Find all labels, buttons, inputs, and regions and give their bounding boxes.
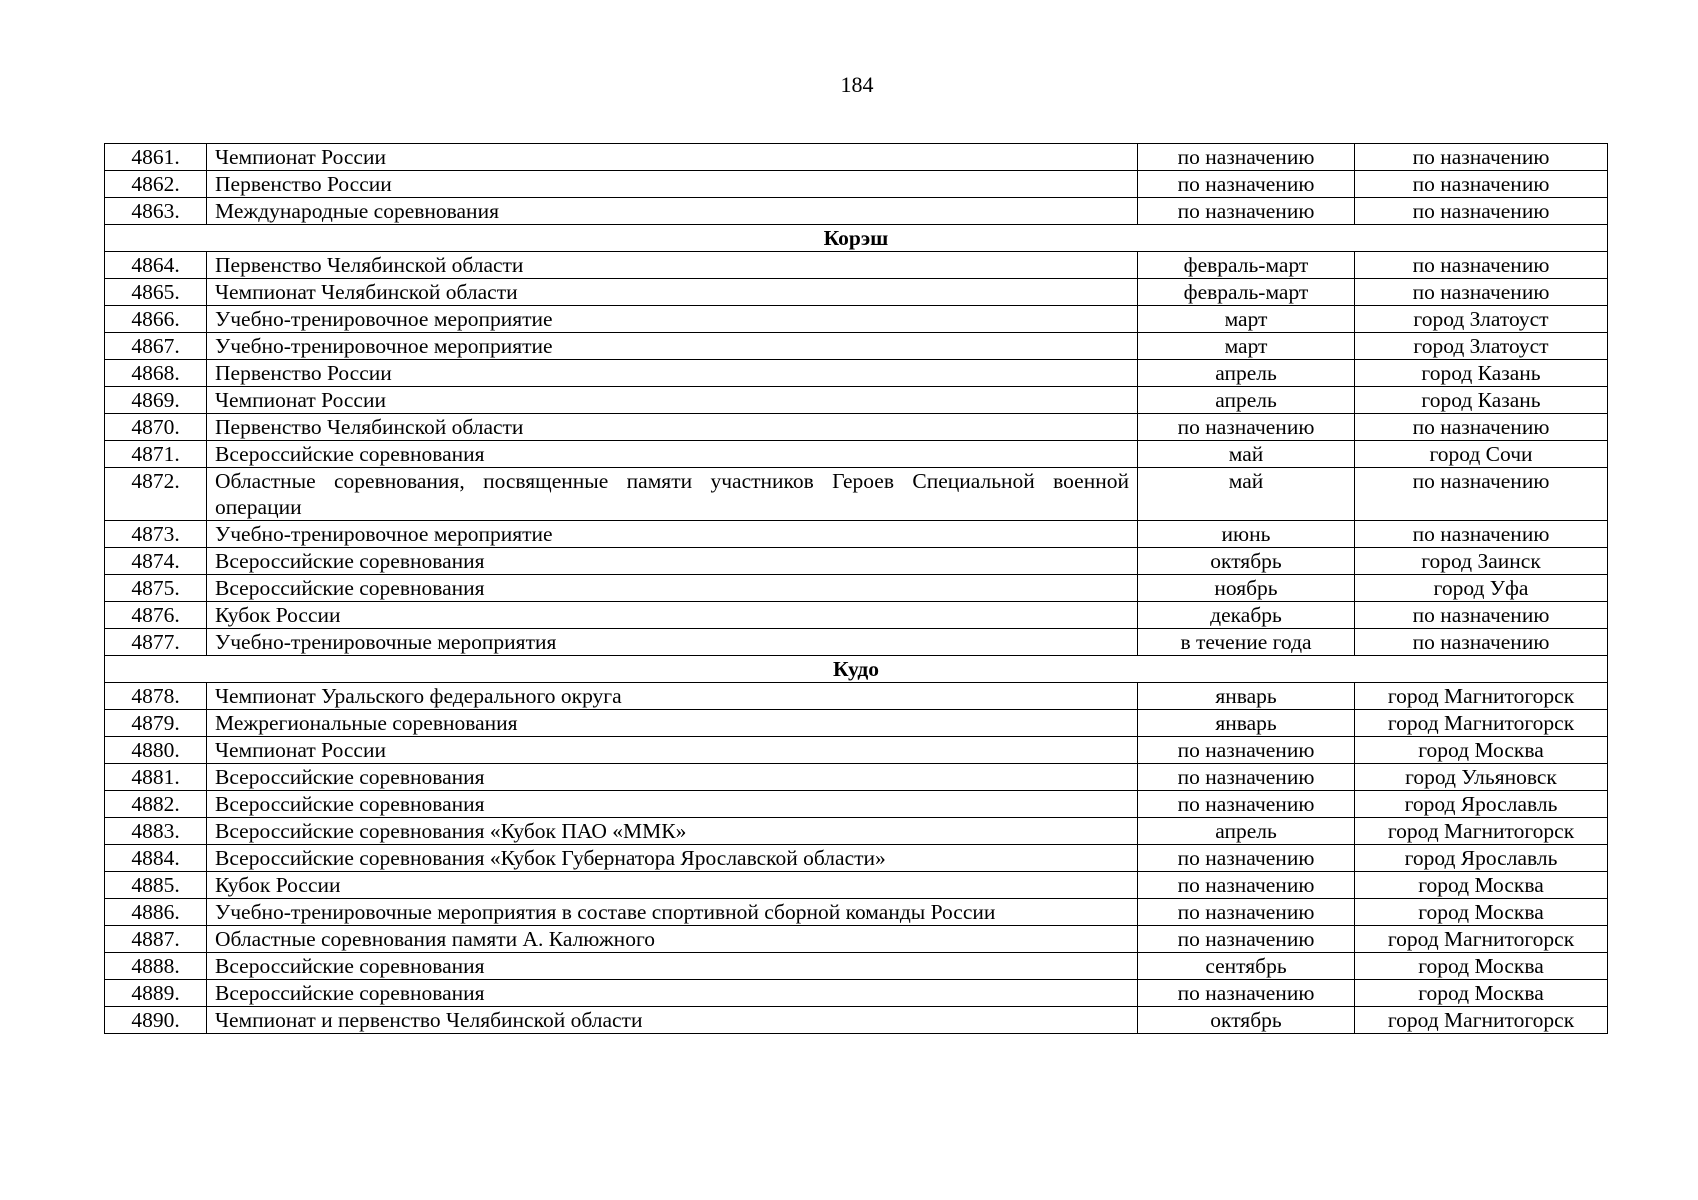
table-row (105, 333, 1608, 360)
event-name: Учебно-тренировочное мероприятие (207, 521, 1138, 548)
event-name: Всероссийские соревнования (207, 764, 1138, 791)
section-title: Кудо (105, 656, 1608, 683)
event-name: Чемпионат России (207, 387, 1138, 414)
event-place: по назначению (1355, 602, 1608, 629)
event-place: по назначению (1355, 414, 1608, 441)
row-number: 4886. (105, 899, 207, 926)
event-date: по назначению (1138, 198, 1355, 225)
event-date: по назначению (1138, 144, 1355, 171)
row-number: 4872. (105, 468, 207, 521)
table-row (105, 710, 1608, 737)
event-date: январь (1138, 683, 1355, 710)
table-row (105, 360, 1608, 387)
event-name: Межрегиональные соревнования (207, 710, 1138, 737)
event-place: город Златоуст (1355, 333, 1608, 360)
row-number: 4870. (105, 414, 207, 441)
row-number: 4869. (105, 387, 207, 414)
row-number: 4882. (105, 791, 207, 818)
event-place: по назначению (1355, 629, 1608, 656)
event-name: Чемпионат и первенство Челябинской области (207, 1007, 1138, 1034)
event-date: по назначению (1138, 980, 1355, 1007)
row-number: 4876. (105, 602, 207, 629)
table-row (105, 926, 1608, 953)
event-date: по назначению (1138, 737, 1355, 764)
row-number: 4884. (105, 845, 207, 872)
event-date: апрель (1138, 387, 1355, 414)
event-name: Всероссийские соревнования (207, 980, 1138, 1007)
event-place: по назначению (1355, 279, 1608, 306)
row-number: 4874. (105, 548, 207, 575)
event-date: по назначению (1138, 171, 1355, 198)
row-number: 4868. (105, 360, 207, 387)
event-name: Учебно-тренировочное мероприятие (207, 333, 1138, 360)
event-name: Учебно-тренировочное мероприятие (207, 306, 1138, 333)
event-date: по назначению (1138, 791, 1355, 818)
section-header-row (105, 225, 1608, 252)
event-date: декабрь (1138, 602, 1355, 629)
table-row (105, 953, 1608, 980)
row-number: 4862. (105, 171, 207, 198)
event-place: город Магнитогорск (1355, 926, 1608, 953)
table-row (105, 845, 1608, 872)
table-row (105, 737, 1608, 764)
table-row (105, 468, 1608, 521)
row-number: 4871. (105, 441, 207, 468)
event-name: Чемпионат России (207, 737, 1138, 764)
row-number: 4888. (105, 953, 207, 980)
event-name: Чемпионат Челябинской области (207, 279, 1138, 306)
table-row (105, 306, 1608, 333)
event-place: город Магнитогорск (1355, 1007, 1608, 1034)
event-place: город Казань (1355, 360, 1608, 387)
event-place: город Москва (1355, 872, 1608, 899)
page-number: 184 (840, 72, 874, 97)
row-number: 4861. (105, 144, 207, 171)
event-date: по назначению (1138, 926, 1355, 953)
row-number: 4881. (105, 764, 207, 791)
event-date: март (1138, 306, 1355, 333)
row-number: 4879. (105, 710, 207, 737)
event-place: город Уфа (1355, 575, 1608, 602)
event-date: по назначению (1138, 845, 1355, 872)
section-header-row (105, 656, 1608, 683)
event-date: апрель (1138, 360, 1355, 387)
event-name: Всероссийские соревнования «Кубок ПАО «ММК» (207, 818, 1138, 845)
table-row (105, 818, 1608, 845)
table-row (105, 252, 1608, 279)
event-place: город Казань (1355, 387, 1608, 414)
event-date: по назначению (1138, 899, 1355, 926)
table-row (105, 575, 1608, 602)
event-date: март (1138, 333, 1355, 360)
event-place: город Москва (1355, 899, 1608, 926)
table-row (105, 441, 1608, 468)
event-place: город Златоуст (1355, 306, 1608, 333)
event-name: Всероссийские соревнования (207, 953, 1138, 980)
table-row (105, 414, 1608, 441)
section-title: Корэш (105, 225, 1608, 252)
event-place: по назначению (1355, 252, 1608, 279)
event-name: Всероссийские соревнования «Кубок Губернатора Ярославской области» (207, 845, 1138, 872)
event-date: октябрь (1138, 548, 1355, 575)
event-name: Кубок России (207, 872, 1138, 899)
event-name: Чемпионат России (207, 144, 1138, 171)
event-date: январь (1138, 710, 1355, 737)
event-date: по назначению (1138, 764, 1355, 791)
event-place: город Магнитогорск (1355, 818, 1608, 845)
row-number: 4866. (105, 306, 207, 333)
row-number: 4877. (105, 629, 207, 656)
table-row (105, 521, 1608, 548)
row-number: 4885. (105, 872, 207, 899)
row-number: 4864. (105, 252, 207, 279)
event-date: февраль-март (1138, 252, 1355, 279)
event-name: Первенство России (207, 171, 1138, 198)
event-place: город Ярославль (1355, 845, 1608, 872)
row-number: 4883. (105, 818, 207, 845)
event-place: город Магнитогорск (1355, 710, 1608, 737)
table-row (105, 683, 1608, 710)
table-row (105, 791, 1608, 818)
event-date: февраль-март (1138, 279, 1355, 306)
table-row (105, 980, 1608, 1007)
event-place: город Москва (1355, 980, 1608, 1007)
row-number: 4865. (105, 279, 207, 306)
event-name: Международные соревнования (207, 198, 1138, 225)
event-date: май (1138, 468, 1355, 521)
event-place: по назначению (1355, 468, 1608, 521)
row-number: 4867. (105, 333, 207, 360)
row-number: 4863. (105, 198, 207, 225)
events-table (104, 143, 1608, 1034)
table-row (105, 144, 1608, 171)
row-number: 4887. (105, 926, 207, 953)
event-place: город Ярославль (1355, 791, 1608, 818)
event-name: Всероссийские соревнования (207, 575, 1138, 602)
event-place: город Москва (1355, 953, 1608, 980)
row-number: 4875. (105, 575, 207, 602)
row-number: 4878. (105, 683, 207, 710)
event-date: по назначению (1138, 872, 1355, 899)
table-row (105, 279, 1608, 306)
event-date: апрель (1138, 818, 1355, 845)
table-row (105, 387, 1608, 414)
event-date: в течение года (1138, 629, 1355, 656)
event-place: город Магнитогорск (1355, 683, 1608, 710)
table-row (105, 764, 1608, 791)
event-name: Первенство Челябинской области (207, 414, 1138, 441)
event-name: Первенство Челябинской области (207, 252, 1138, 279)
event-name: Областные соревнования памяти А. Калюжного (207, 926, 1138, 953)
table-row (105, 602, 1608, 629)
event-date: сентябрь (1138, 953, 1355, 980)
event-place: по назначению (1355, 198, 1608, 225)
event-place: город Ульяновск (1355, 764, 1608, 791)
table-row (105, 629, 1608, 656)
row-number: 4889. (105, 980, 207, 1007)
events-table-body (105, 144, 1608, 1034)
table-row (105, 872, 1608, 899)
event-name: Учебно-тренировочные мероприятия в составе спортивной сборной команды России (207, 899, 1138, 926)
table-row (105, 171, 1608, 198)
event-name: Кубок России (207, 602, 1138, 629)
event-name: Всероссийские соревнования (207, 791, 1138, 818)
event-place: город Сочи (1355, 441, 1608, 468)
event-name: Областные соревнования, посвященные памяти участников Героев Специальной военной операции (207, 468, 1138, 521)
row-number: 4873. (105, 521, 207, 548)
event-name: Всероссийские соревнования (207, 548, 1138, 575)
event-place: по назначению (1355, 144, 1608, 171)
event-date: май (1138, 441, 1355, 468)
event-date: ноябрь (1138, 575, 1355, 602)
event-place: по назначению (1355, 521, 1608, 548)
event-date: октябрь (1138, 1007, 1355, 1034)
event-name: Чемпионат Уральского федерального округа (207, 683, 1138, 710)
event-place: город Москва (1355, 737, 1608, 764)
event-date: по назначению (1138, 414, 1355, 441)
event-name: Первенство России (207, 360, 1138, 387)
event-place: город Заинск (1355, 548, 1608, 575)
table-row (105, 899, 1608, 926)
table-row (105, 548, 1608, 575)
event-name: Всероссийские соревнования (207, 441, 1138, 468)
table-row (105, 198, 1608, 225)
row-number: 4890. (105, 1007, 207, 1034)
event-name: Учебно-тренировочные мероприятия (207, 629, 1138, 656)
event-date: июнь (1138, 521, 1355, 548)
table-row (105, 1007, 1608, 1034)
row-number: 4880. (105, 737, 207, 764)
event-place: по назначению (1355, 171, 1608, 198)
